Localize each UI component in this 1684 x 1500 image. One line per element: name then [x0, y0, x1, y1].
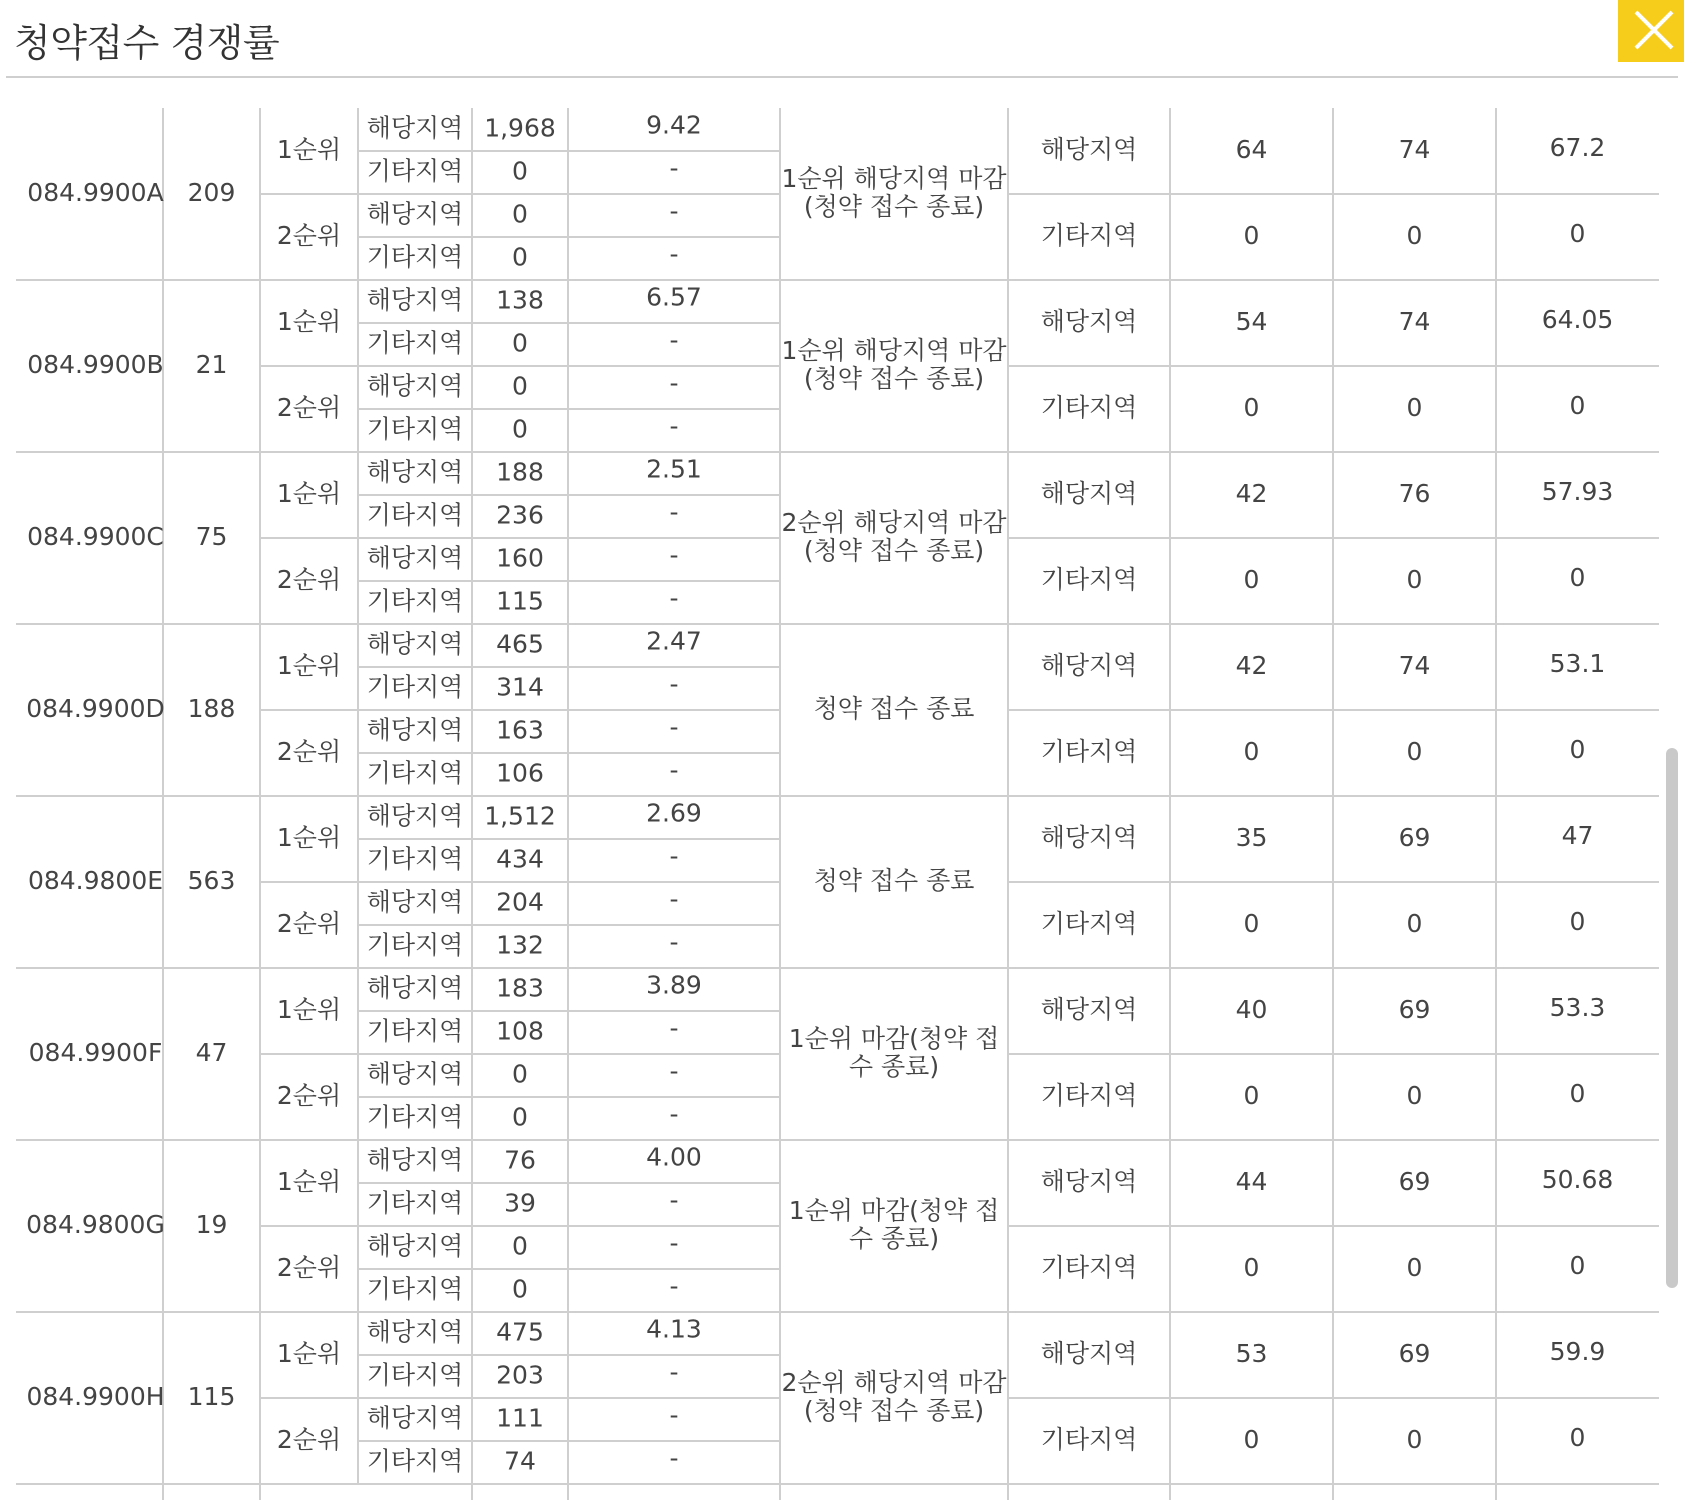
rank-label-cell: 2순위	[276, 221, 342, 250]
applicants-cell: 39	[504, 1188, 536, 1218]
competition-rate-cell: -	[669, 583, 679, 613]
rank-label-cell: 1순위	[276, 135, 342, 164]
score-min-cell: 42	[1235, 651, 1268, 680]
score-area-cell: 해당지역	[1040, 995, 1138, 1024]
rank-label-cell: 2순위	[276, 1253, 342, 1282]
area-name-cell: 기타지역	[366, 930, 464, 960]
applicants-cell: 106	[496, 758, 544, 788]
score-area-cell: 기타지역	[1040, 221, 1138, 250]
result-cell: 1순위 마감(청약 접 수 종료)	[788, 1024, 1000, 1081]
applicants-cell: 204	[496, 887, 544, 917]
applicants-cell: 74	[504, 1446, 536, 1476]
rank-label-cell: 1순위	[276, 995, 342, 1024]
applicants-cell: 203	[496, 1360, 544, 1390]
score-max-cell: 0	[1406, 1081, 1423, 1110]
score-avg-cell: 47	[1561, 821, 1594, 850]
competition-rate-cell: -	[669, 1185, 679, 1215]
applicants-cell: 111	[496, 1403, 544, 1433]
area-name-cell: 기타지역	[366, 156, 464, 186]
applicants-cell: 0	[512, 371, 528, 401]
popup-title: 청약접수 경쟁률	[14, 21, 280, 65]
applicants-cell: 0	[512, 1274, 528, 1304]
score-max-cell: 0	[1406, 1253, 1423, 1282]
score-area-cell: 해당지역	[1040, 823, 1138, 852]
housing-type-cell: 084.9900D	[26, 694, 165, 723]
result-cell: 1순위 마감(청약 접 수 종료)	[788, 1196, 1000, 1253]
supply-count-cell: 75	[195, 522, 228, 551]
score-min-cell: 44	[1235, 1167, 1268, 1196]
supply-count-cell: 188	[187, 694, 236, 723]
result-cell: 2순위 해당지역 마감 (청약 접수 종료)	[781, 508, 1007, 565]
area-name-cell: 기타지역	[366, 1188, 464, 1218]
score-max-cell: 69	[1398, 1339, 1431, 1368]
competition-rate-cell: -	[669, 841, 679, 871]
result-cell: 청약 접수 종료	[813, 694, 975, 723]
score-max-cell: 0	[1406, 909, 1423, 938]
competition-rate-cell: -	[669, 884, 679, 914]
score-max-cell: 76	[1398, 479, 1431, 508]
housing-type-cell: 084.9900B	[27, 350, 164, 379]
competition-rate-cell: -	[669, 927, 679, 957]
housing-type-cell: 084.9900C	[27, 522, 164, 551]
area-name-cell: 기타지역	[366, 242, 464, 272]
score-area-cell: 해당지역	[1040, 307, 1138, 336]
score-min-cell: 54	[1235, 307, 1268, 336]
score-area-cell: 기타지역	[1040, 565, 1138, 594]
competition-rate-cell: -	[669, 196, 679, 226]
result-cell: 1순위 해당지역 마감 (청약 접수 종료)	[781, 336, 1007, 393]
applicants-cell: 132	[496, 930, 544, 960]
score-max-cell: 74	[1398, 307, 1431, 336]
score-min-cell: 0	[1243, 221, 1260, 250]
housing-type-cell: 084.9800E	[27, 866, 164, 895]
result-cell: 1순위 해당지역 마감 (청약 접수 종료)	[781, 164, 1007, 221]
applicants-cell: 163	[496, 715, 544, 745]
score-avg-cell: 0	[1569, 1251, 1586, 1280]
score-min-cell: 0	[1243, 909, 1260, 938]
competition-rate-cell: -	[669, 712, 679, 742]
area-name-cell: 해당지역	[366, 199, 464, 229]
score-avg-cell: 64.05	[1541, 305, 1614, 334]
applicants-cell: 188	[496, 457, 544, 487]
score-avg-cell: 50.68	[1541, 1165, 1614, 1194]
score-area-cell: 기타지역	[1040, 909, 1138, 938]
competition-rate-cell: -	[669, 1099, 679, 1129]
applicants-cell: 183	[496, 973, 544, 1003]
score-min-cell: 42	[1235, 479, 1268, 508]
area-name-cell: 해당지역	[366, 457, 464, 487]
applicants-cell: 76	[504, 1145, 536, 1175]
competition-rate-cell: 4.00	[646, 1142, 702, 1172]
area-name-cell: 해당지역	[366, 1059, 464, 1089]
score-max-cell: 74	[1398, 651, 1431, 680]
supply-count-cell: 209	[187, 178, 236, 207]
score-area-cell: 해당지역	[1040, 135, 1138, 164]
score-area-cell: 해당지역	[1040, 479, 1138, 508]
supply-count-cell: 21	[195, 350, 228, 379]
area-name-cell: 해당지역	[366, 113, 464, 143]
competition-rate-cell: -	[669, 669, 679, 699]
area-name-cell: 기타지역	[366, 586, 464, 616]
area-name-cell: 기타지역	[366, 1446, 464, 1476]
area-name-cell: 해당지역	[366, 973, 464, 1003]
rank-label-cell: 1순위	[276, 1339, 342, 1368]
score-min-cell: 53	[1235, 1339, 1268, 1368]
score-min-cell: 0	[1243, 565, 1260, 594]
score-avg-cell: 57.93	[1541, 477, 1614, 506]
score-area-cell: 해당지역	[1040, 1167, 1138, 1196]
area-name-cell: 기타지역	[366, 1102, 464, 1132]
score-max-cell: 69	[1398, 823, 1431, 852]
score-min-cell: 40	[1235, 995, 1268, 1024]
area-name-cell: 해당지역	[366, 1317, 464, 1347]
competition-rate-cell: 6.57	[646, 282, 702, 312]
area-name-cell: 기타지역	[366, 672, 464, 702]
rank-label-cell: 1순위	[276, 479, 342, 508]
competition-rate-cell: 3.89	[646, 970, 702, 1000]
competition-rate-cell: -	[669, 1271, 679, 1301]
competition-rate-cell: 2.69	[646, 798, 702, 828]
competition-rate-cell: -	[669, 325, 679, 355]
competition-rate-cell: 4.13	[646, 1314, 702, 1344]
rank-label-cell: 2순위	[276, 909, 342, 938]
result-cell: 2순위 해당지역 마감 (청약 접수 종료)	[781, 1368, 1007, 1425]
supply-count-cell: 563	[187, 866, 236, 895]
competition-rate-cell: -	[669, 540, 679, 570]
applicants-cell: 0	[512, 414, 528, 444]
score-avg-cell: 0	[1569, 219, 1586, 248]
area-name-cell: 해당지역	[366, 887, 464, 917]
area-name-cell: 기타지역	[366, 1274, 464, 1304]
applicants-cell: 0	[512, 1102, 528, 1132]
applicants-cell: 138	[496, 285, 544, 315]
area-name-cell: 해당지역	[366, 715, 464, 745]
applicants-cell: 465	[496, 629, 544, 659]
housing-type-cell: 084.9800G	[26, 1210, 165, 1239]
area-name-cell: 해당지역	[366, 1145, 464, 1175]
score-avg-cell: 53.3	[1549, 993, 1606, 1022]
applicants-cell: 0	[512, 1231, 528, 1261]
score-area-cell: 기타지역	[1040, 393, 1138, 422]
score-min-cell: 0	[1243, 1425, 1260, 1454]
housing-type-cell: 084.9900F	[28, 1038, 163, 1067]
applicants-cell: 160	[496, 543, 544, 573]
rank-label-cell: 1순위	[276, 651, 342, 680]
score-max-cell: 0	[1406, 221, 1423, 250]
score-area-cell: 기타지역	[1040, 1425, 1138, 1454]
area-name-cell: 기타지역	[366, 844, 464, 874]
competition-rate-cell: -	[669, 411, 679, 441]
rank-label-cell: 2순위	[276, 1081, 342, 1110]
applicants-cell: 115	[496, 586, 544, 616]
rank-label-cell: 2순위	[276, 737, 342, 766]
score-max-cell: 0	[1406, 565, 1423, 594]
score-max-cell: 74	[1398, 135, 1431, 164]
area-name-cell: 해당지역	[366, 371, 464, 401]
competition-rate-cell: -	[669, 1228, 679, 1258]
rank-label-cell: 1순위	[276, 1167, 342, 1196]
score-avg-cell: 67.2	[1549, 133, 1606, 162]
applicants-cell: 0	[512, 328, 528, 358]
area-name-cell: 해당지역	[366, 1231, 464, 1261]
area-name-cell: 해당지역	[366, 801, 464, 831]
competition-rate-cell: -	[669, 1400, 679, 1430]
score-min-cell: 0	[1243, 737, 1260, 766]
rank-label-cell: 1순위	[276, 823, 342, 852]
applicants-cell: 236	[496, 500, 544, 530]
score-area-cell: 기타지역	[1040, 1081, 1138, 1110]
area-name-cell: 기타지역	[366, 500, 464, 530]
area-name-cell: 기타지역	[366, 1360, 464, 1390]
score-min-cell: 0	[1243, 393, 1260, 422]
housing-type-cell: 084.9900H	[26, 1382, 165, 1411]
supply-count-cell: 47	[195, 1038, 228, 1067]
area-name-cell: 기타지역	[366, 414, 464, 444]
area-name-cell: 기타지역	[366, 328, 464, 358]
score-avg-cell: 0	[1569, 1079, 1586, 1108]
applicants-cell: 108	[496, 1016, 544, 1046]
score-min-cell: 64	[1235, 135, 1268, 164]
score-min-cell: 0	[1243, 1081, 1260, 1110]
score-max-cell: 0	[1406, 1425, 1423, 1454]
score-avg-cell: 0	[1569, 391, 1586, 420]
competition-rate-cell: 9.42	[646, 110, 702, 140]
competition-rate-cell: -	[669, 239, 679, 269]
score-max-cell: 0	[1406, 393, 1423, 422]
applicants-cell: 314	[496, 672, 544, 702]
applicants-cell: 1,512	[484, 801, 556, 831]
competition-rate-cell: 2.51	[646, 454, 702, 484]
competition-rate-cell: -	[669, 153, 679, 183]
score-avg-cell: 0	[1569, 735, 1586, 764]
score-avg-cell: 53.1	[1549, 649, 1606, 678]
competition-rate-cell: -	[669, 497, 679, 527]
applicants-cell: 0	[512, 156, 528, 186]
area-name-cell: 해당지역	[366, 543, 464, 573]
competition-rate-cell: -	[669, 1013, 679, 1043]
result-cell: 청약 접수 종료	[813, 866, 975, 895]
score-avg-cell: 59.9	[1549, 1337, 1606, 1366]
housing-type-cell: 084.9900A	[27, 178, 164, 207]
score-max-cell: 0	[1406, 737, 1423, 766]
score-min-cell: 35	[1235, 823, 1268, 852]
score-area-cell: 기타지역	[1040, 737, 1138, 766]
applicants-cell: 0	[512, 242, 528, 272]
rank-label-cell: 2순위	[276, 565, 342, 594]
score-area-cell: 해당지역	[1040, 1339, 1138, 1368]
rank-label-cell: 2순위	[276, 1425, 342, 1454]
competition-rate-cell: 2.47	[646, 626, 702, 656]
applicants-cell: 1,968	[484, 113, 556, 143]
score-avg-cell: 0	[1569, 563, 1586, 592]
applicants-cell: 475	[496, 1317, 544, 1347]
rank-label-cell: 1순위	[276, 307, 342, 336]
area-name-cell: 기타지역	[366, 1016, 464, 1046]
competition-rate-cell: -	[669, 1443, 679, 1473]
area-name-cell: 해당지역	[366, 1403, 464, 1433]
score-max-cell: 69	[1398, 1167, 1431, 1196]
score-area-cell: 기타지역	[1040, 1253, 1138, 1282]
score-avg-cell: 0	[1569, 907, 1586, 936]
area-name-cell: 해당지역	[366, 285, 464, 315]
area-name-cell: 해당지역	[366, 629, 464, 659]
applicants-cell: 434	[496, 844, 544, 874]
area-name-cell: 기타지역	[366, 758, 464, 788]
competition-rate-cell: -	[669, 755, 679, 785]
applicants-cell: 0	[512, 199, 528, 229]
scrollbar-thumb[interactable]	[1666, 748, 1678, 1288]
applicants-cell: 0	[512, 1059, 528, 1089]
competition-rate-cell: -	[669, 1056, 679, 1086]
competition-rate-cell: -	[669, 1357, 679, 1387]
score-area-cell: 해당지역	[1040, 651, 1138, 680]
supply-count-cell: 115	[187, 1382, 236, 1411]
score-min-cell: 0	[1243, 1253, 1260, 1282]
supply-count-cell: 19	[195, 1210, 228, 1239]
score-avg-cell: 0	[1569, 1423, 1586, 1452]
rank-label-cell: 2순위	[276, 393, 342, 422]
competition-rate-cell: -	[669, 368, 679, 398]
score-max-cell: 69	[1398, 995, 1431, 1024]
